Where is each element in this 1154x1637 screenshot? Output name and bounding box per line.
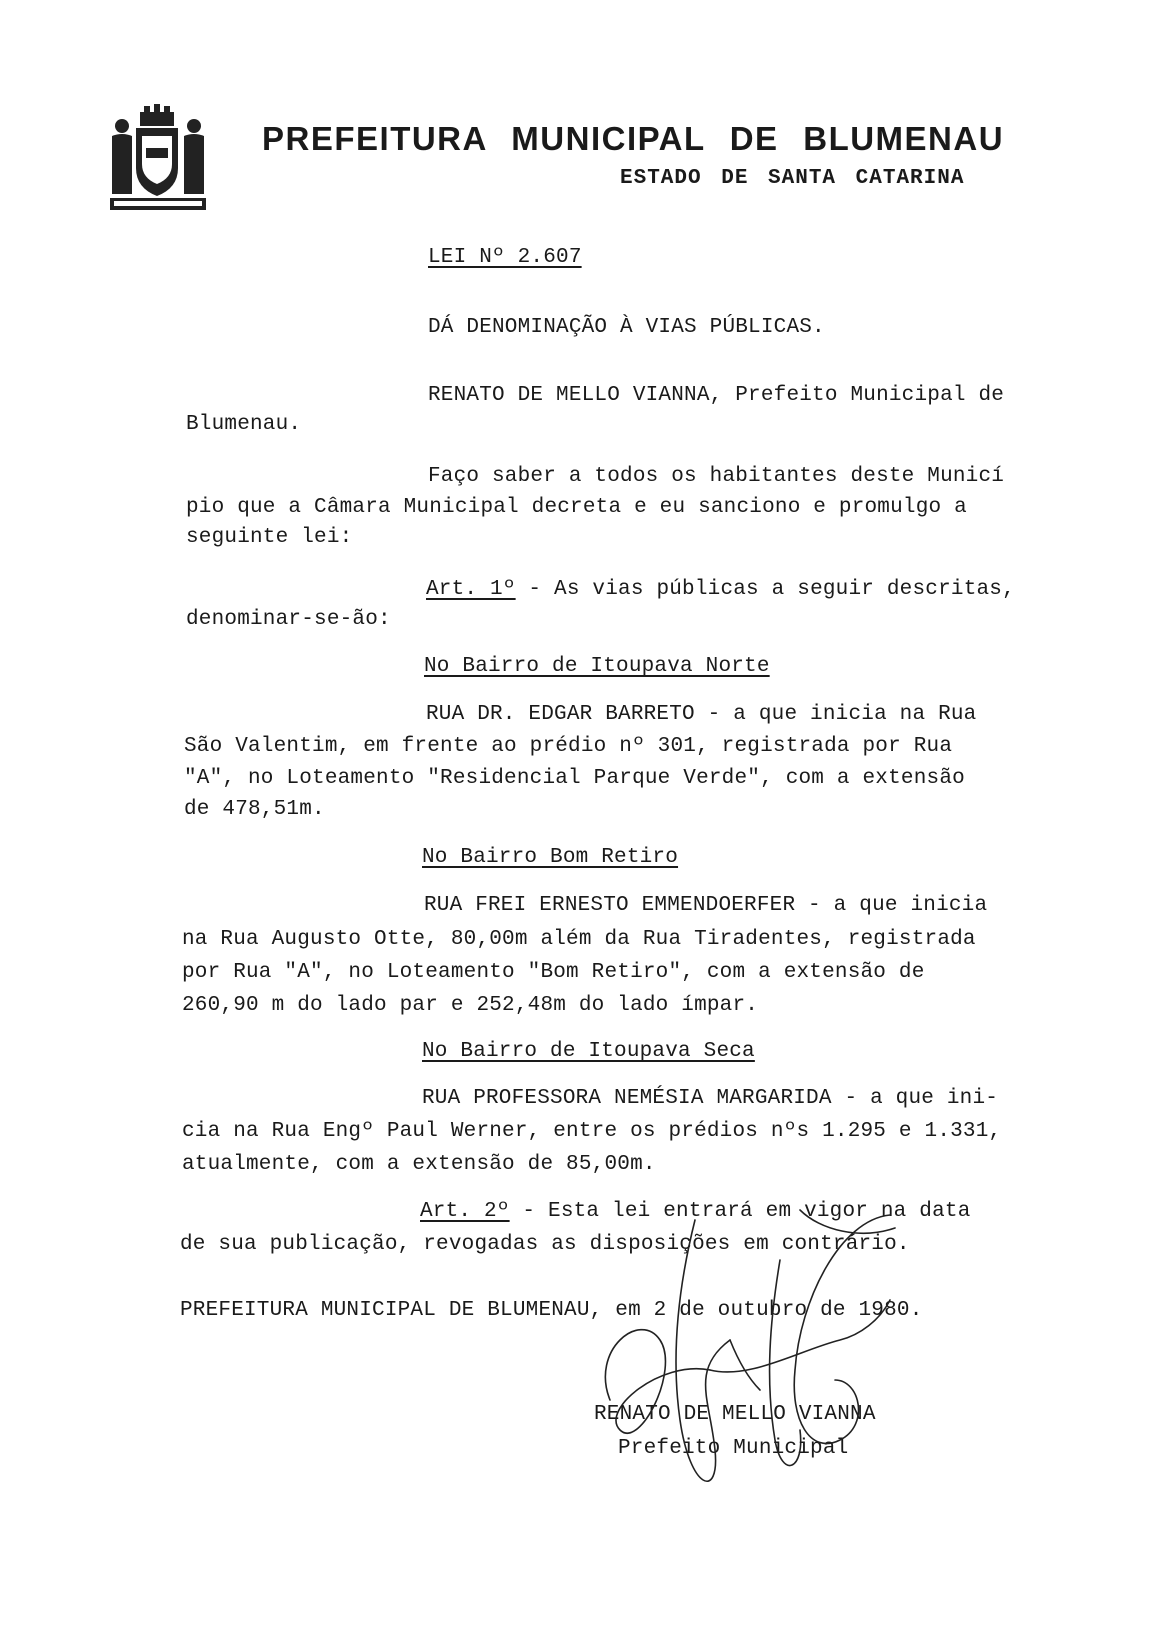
section-heading: No Bairro de Itoupava Norte	[424, 655, 770, 678]
decree-line-1: Faço saber a todos os habitantes deste Municí	[428, 465, 1005, 488]
decree-line-2: pio que a Câmara Municipal decreta e eu sanciono e promulgo a	[186, 496, 967, 519]
section-heading: No Bairro de Itoupava Seca	[422, 1040, 755, 1063]
section-line: na Rua Augusto Otte, 80,00m além da Rua Tiradentes, registrada	[182, 928, 976, 951]
section-line: RUA DR. EDGAR BARRETO - a que inicia na Rua	[426, 703, 977, 726]
section-line: de 478,51m.	[184, 798, 325, 821]
intro-line-2: Blumenau.	[186, 413, 302, 436]
closing-line: PREFEITURA MUNICIPAL DE BLUMENAU, em 2 de outubro de 1980.	[180, 1299, 923, 1322]
section-line: atualmente, com a extensão de 85,00m.	[182, 1153, 656, 1176]
section-line: São Valentim, em frente ao prédio nº 301, registrada por Rua	[184, 735, 953, 758]
article-2-label: Art. 2º	[420, 1200, 510, 1223]
intro-line-1: RENATO DE MELLO VIANNA, Prefeito Municipal de	[428, 384, 1005, 407]
coat-of-arms-icon	[100, 98, 214, 216]
article-1	[426, 578, 1015, 601]
law-number: LEI Nº 2.607	[428, 246, 582, 269]
section-line: RUA PROFESSORA NEMÉSIA MARGARIDA - a que ini-	[422, 1087, 999, 1110]
section-line: 260,90 m do lado par e 252,48m do lado ímpar.	[182, 994, 759, 1017]
section-line: por Rua "A", no Loteamento "Bom Retiro", com a extensão de	[182, 961, 925, 984]
article-1-label: Art. 1º	[426, 578, 516, 601]
law-summary: DÁ DENOMINAÇÃO À VIAS PÚBLICAS.	[428, 316, 825, 339]
article-1-line-2: denominar-se-ão:	[186, 608, 391, 631]
page-title: PREFEITURA MUNICIPAL DE BLUMENAU	[262, 120, 1005, 157]
section-line: RUA FREI ERNESTO EMMENDOERFER - a que inicia	[424, 894, 988, 917]
handwritten-signature	[600, 1200, 930, 1580]
article-2-text: - Esta lei entrará em vigor na data	[509, 1200, 971, 1223]
signature-role: Prefeito Municipal	[618, 1437, 849, 1460]
section-line: "A", no Loteamento "Residencial Parque Verde", com a extensão	[184, 767, 965, 790]
signature-name: RENATO DE MELLO VIANNA	[594, 1403, 876, 1426]
page-subtitle: ESTADO DE SANTA CATARINA	[620, 167, 965, 190]
section-line: cia na Rua Engº Paul Werner, entre os prédios nºs 1.295 e 1.331,	[182, 1120, 1002, 1143]
article-1-text: - As vias públicas a seguir descritas,	[515, 578, 1015, 601]
section-heading: No Bairro Bom Retiro	[422, 846, 679, 869]
article-2-line-2: de sua publicação, revogadas as disposições em contrário.	[180, 1233, 910, 1256]
decree-line-3: seguinte lei:	[186, 526, 353, 549]
